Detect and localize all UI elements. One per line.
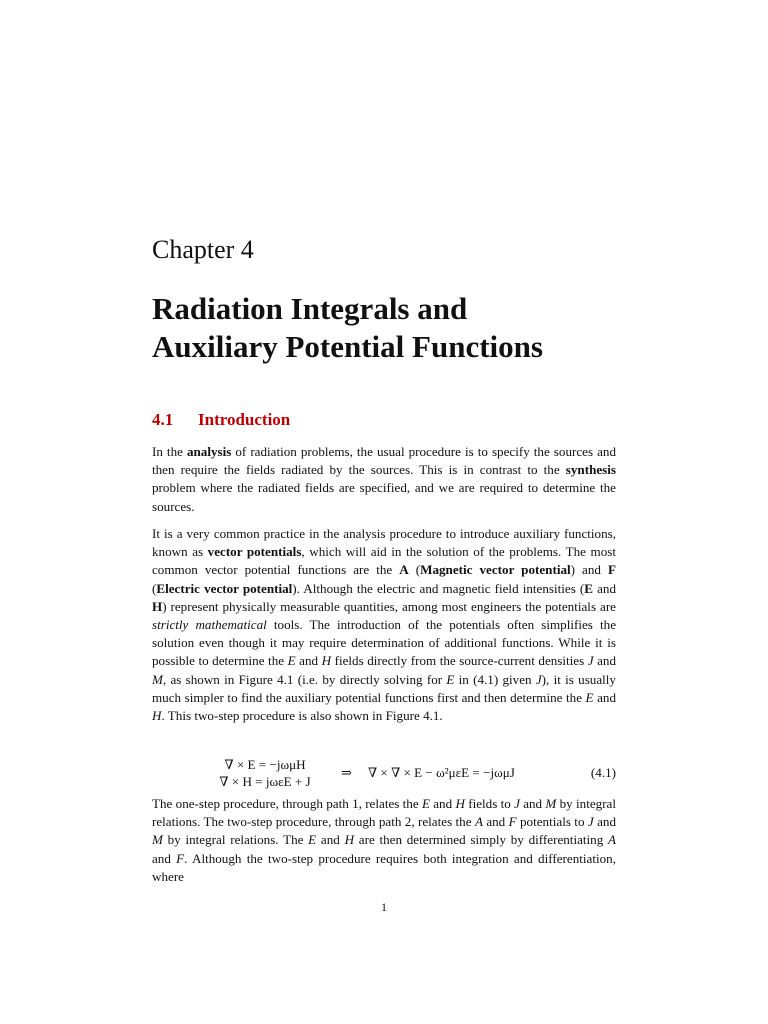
text-run: are then determined simply by differentiating (354, 832, 609, 848)
math-var: M (545, 796, 557, 811)
math-var: M (152, 832, 163, 848)
text-run: problem where the radiated fields are specified, and we are required to determine the sources. (152, 480, 616, 514)
chapter-title-line1: Radiation Integrals and (152, 291, 468, 326)
math-var: E (421, 796, 430, 811)
text-run: and (593, 814, 616, 830)
math-var: J (514, 796, 520, 811)
text-run: in (4.1) given (454, 671, 536, 687)
text-run: and (593, 653, 617, 669)
math-var: H (455, 796, 465, 811)
wave-equation: ∇ × ∇ × E − ω²μεE = −jωμJ (368, 765, 515, 780)
math-var: J (535, 671, 542, 687)
chapter-label: Chapter 4 (152, 235, 254, 264)
bold-term: E (584, 580, 593, 596)
math-var: M (152, 671, 163, 687)
text-run: and (519, 796, 546, 811)
bold-term: Electric vector potential (156, 580, 293, 596)
paragraph-1 (152, 443, 616, 516)
section-title: Introduction (198, 410, 291, 429)
text-run: of radiation problems, the usual procedure is to specify the sources and then require the fields radiated by the sources. This is in contrast to the (152, 444, 617, 478)
text-run: . Although the two-step procedure requires both integration and differentiation, where (152, 850, 616, 884)
maxwell-curl-h: ∇ × H = jωεE + J (219, 774, 311, 789)
text-run: ( (152, 580, 157, 596)
italic-term: strictly mathematical (152, 617, 267, 633)
section-number: 4.1 (152, 410, 174, 429)
text-run: and (593, 580, 616, 596)
text-run: ) represent physically measurable quantities, among most engineers the potentials are (162, 598, 616, 614)
text-run: and (593, 689, 616, 705)
maxwell-curl-e: ∇ × E = −jωμH (224, 757, 306, 772)
paragraph-3 (152, 795, 616, 886)
math-var: A (608, 832, 617, 848)
math-var: J (587, 814, 594, 830)
implies-arrow: ⇒ (341, 765, 352, 780)
math-var: E (287, 653, 296, 669)
equation-number: (4.1) (590, 765, 616, 780)
bold-term: H (152, 598, 163, 614)
text-run: potentials to (516, 814, 588, 830)
text-run: The one-step procedure, through path 1, relates the (152, 796, 422, 811)
math-var: E (585, 689, 594, 705)
section-heading (152, 408, 290, 432)
bold-term: analysis (186, 444, 232, 459)
equation-4-1 (152, 756, 616, 790)
text-run: It is a very common practice in the analysis procedure to introduce auxiliary functions, known as (152, 526, 616, 560)
math-var: H (152, 708, 162, 724)
chapter-title-line2: Auxiliary Potential Functions (152, 329, 543, 364)
text-run: and (295, 653, 322, 669)
text-run: , which will aid in the solution of the problems. The most common vector potential functions are the (152, 544, 616, 578)
bold-term: A (399, 562, 409, 578)
math-var: H (344, 832, 355, 848)
text-run: and (429, 796, 456, 811)
text-run: by integral relations. The (162, 832, 309, 848)
text-run: ), it is usually much simpler to find the auxiliary potential functions first and then determine the (152, 671, 616, 705)
text-run: In the (152, 444, 187, 459)
text-run: and (482, 814, 509, 830)
bold-term: Magnetic vector potential (420, 562, 571, 578)
math-var: A (474, 814, 483, 830)
bold-term: synthesis (565, 462, 616, 478)
chapter-title (152, 290, 672, 366)
text-run: tools. The introduction of the potentials often simplifies the solution even though it may require determination of additional functions. While it is possible to determine the (152, 617, 617, 669)
text-run: fields directly from the source-current densities (331, 653, 588, 669)
math-var: F (176, 850, 185, 866)
math-var: H (321, 653, 332, 669)
text-run: fields to (464, 796, 515, 811)
text-run: . This two-step procedure is also shown in Figure 4.1. (161, 708, 443, 724)
equation-system (200, 756, 330, 790)
text-run: ) and (570, 562, 608, 578)
page-number: 1 (381, 900, 387, 914)
math-var: F (508, 814, 517, 830)
text-run: and (316, 832, 345, 848)
bold-term: F (607, 562, 616, 578)
text-run: ( (408, 562, 421, 578)
math-var: J (587, 653, 594, 669)
math-var: E (308, 832, 317, 848)
text-run: , as shown in Figure 4.1 (i.e. by directly solving for (162, 671, 447, 687)
math-var: E (446, 671, 455, 687)
bold-term: vector potentials (207, 544, 302, 560)
text-run: and (152, 850, 177, 866)
text-run: by integral relations. The two-step procedure, through path 2, relates the (152, 796, 617, 830)
text-run: ). Although the electric and magnetic field intensities ( (292, 580, 585, 596)
paragraph-2 (152, 525, 616, 725)
